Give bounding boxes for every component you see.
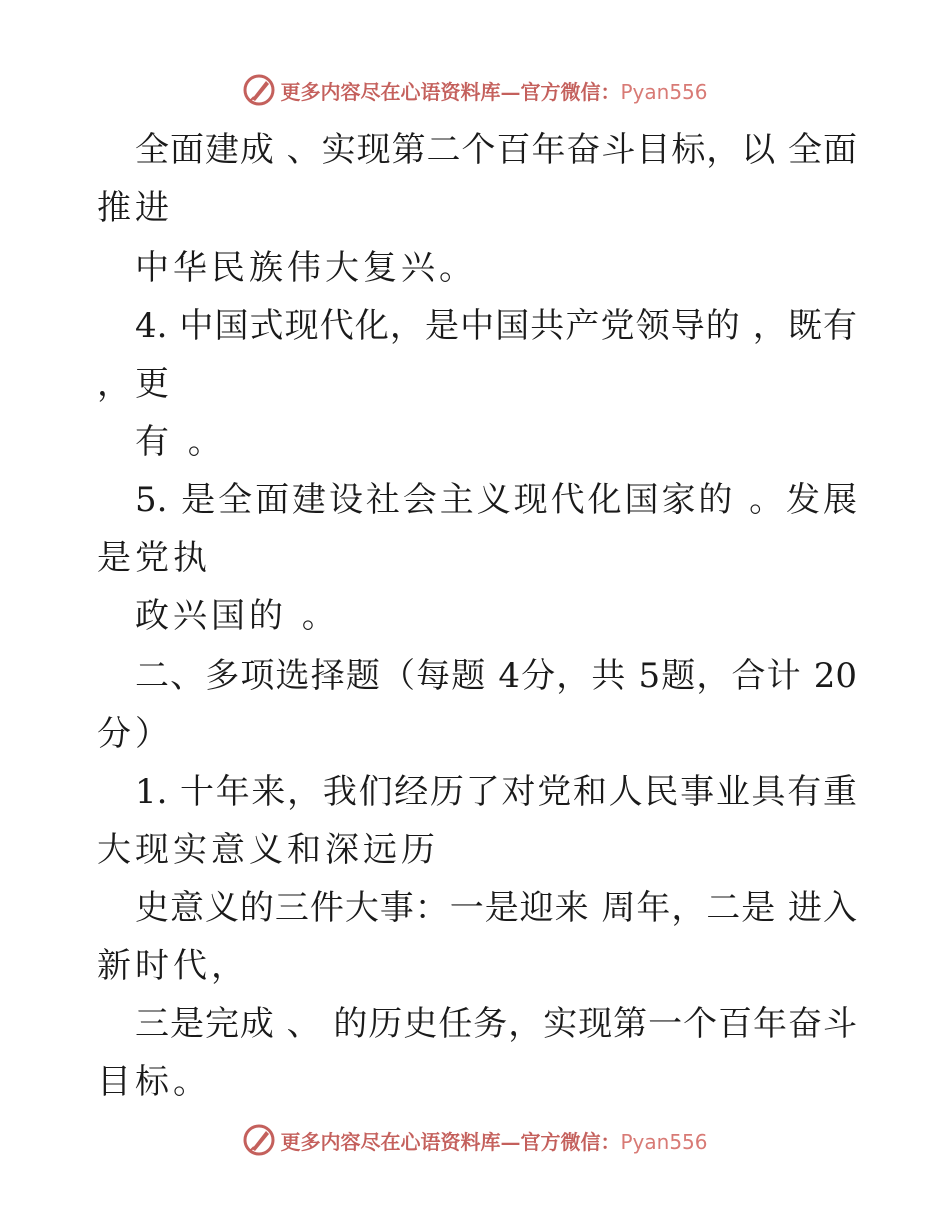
text-line: 史意义的三件大事：一是迎来 周年，二是 进入	[135, 888, 857, 928]
watermark-handle: Pyan556	[620, 79, 708, 104]
text-line: 二、多项选择题（每题 4分，共 5题，合计 20	[135, 656, 857, 696]
text-line: 推进	[97, 188, 173, 228]
watermark-text: 更多内容尽在心语资料库—官方微信：Pyan556	[280, 1129, 708, 1154]
watermark-text: 更多内容尽在心语资料库—官方微信：Pyan556	[280, 79, 708, 104]
text-line: 新时代，	[97, 946, 249, 986]
text-line: 1. 十年来，我们经历了对党和人民事业具有重	[135, 772, 857, 812]
text-line: 有 。	[135, 422, 226, 462]
footer-watermark	[0, 1120, 950, 1160]
text-line: 5. 是全面建设社会主义现代化国家的 。发展	[135, 480, 857, 520]
watermark-handle: Pyan556	[620, 1129, 708, 1154]
text-line: ，更	[97, 364, 173, 404]
text-line: 中华民族伟大复兴。	[135, 248, 477, 288]
header-watermark	[0, 70, 950, 110]
text-line: 大现实意义和深远历	[97, 830, 439, 870]
text-line: 分）	[97, 714, 173, 754]
quill-logo-icon	[242, 1123, 276, 1157]
text-line: 4. 中国式现代化，是中国共产党领导的 ，既有	[135, 306, 857, 346]
text-line: 目标。	[97, 1062, 211, 1102]
text-line: 全面建成 、实现第二个百年奋斗目标，以 全面	[135, 130, 857, 170]
text-line: 政兴国的 。	[135, 596, 340, 636]
quill-logo-icon	[242, 73, 276, 107]
text-line: 三是完成 、 的历史任务，实现第一个百年奋斗	[135, 1004, 857, 1044]
text-line: 是党执	[97, 538, 211, 578]
